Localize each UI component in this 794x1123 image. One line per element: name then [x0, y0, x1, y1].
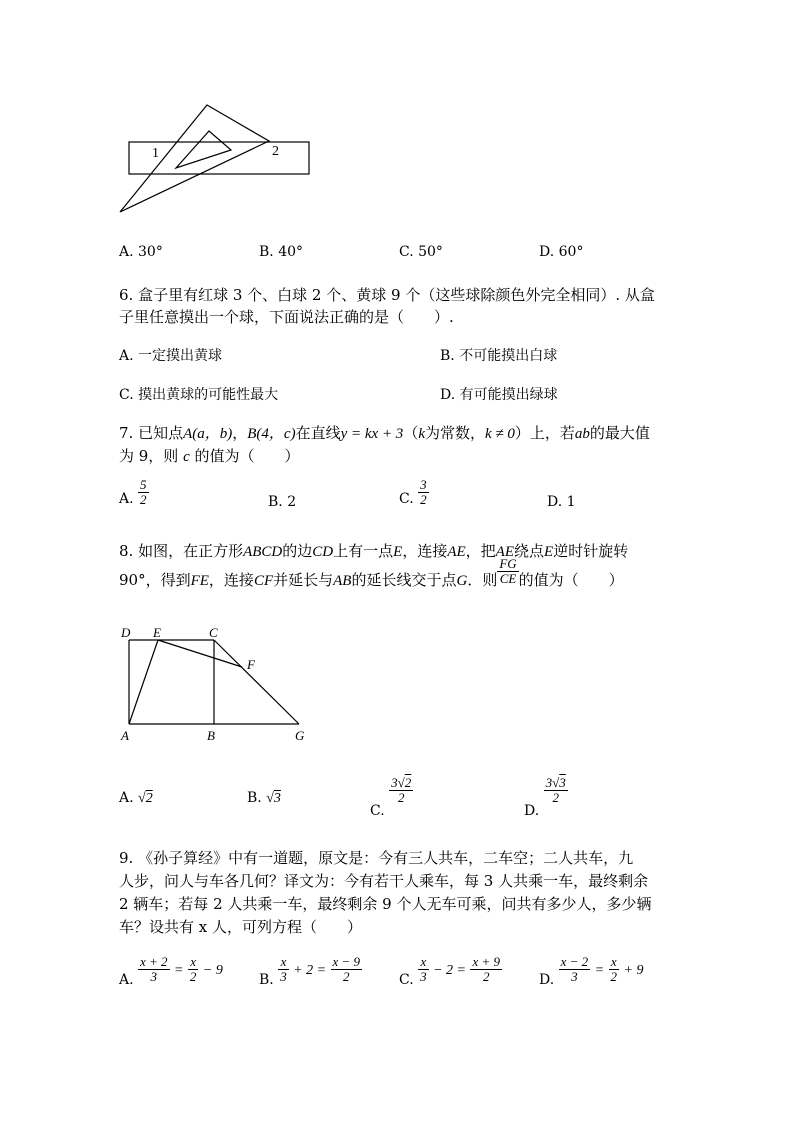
point-e-label: E	[153, 625, 161, 640]
q7-option-c: C. $\frac{3}{2}$	[399, 477, 427, 508]
q6-line-2: 子里任意摸出一个球，下面说法正确的是（ ）.	[119, 308, 454, 326]
q8-option-b: B. √3	[247, 790, 281, 806]
square-figure	[115, 622, 315, 747]
q6-option-a: A. 一定摸出黄球	[119, 348, 223, 364]
angle-1-label: 1	[152, 146, 159, 161]
point-a-label: A	[121, 728, 129, 743]
point-g-label: G	[295, 728, 305, 743]
point-f-label: F	[247, 657, 255, 672]
ruler-triangle-figure	[110, 95, 330, 220]
q5-option-c: C. 50°	[399, 244, 443, 260]
q8-option-a: A. √2	[119, 790, 153, 806]
q9-option-b: B. $\frac{x}{3}$ + 2 = $\frac{x - 9}{2}$	[259, 954, 361, 988]
q5-option-d: D. 60°	[539, 244, 584, 260]
q8-option-c: C. $\frac{3√2}{2}$	[370, 775, 412, 819]
q9-option-c: C. $\frac{x}{3}$ − 2 = $\frac{x + 9}{2}$	[399, 954, 500, 988]
q9-option-d: D. $\frac{x - 2}{3}$ = $\frac{x}{2}$ + 9	[539, 954, 644, 988]
q7-option-d: D. 1	[547, 494, 576, 510]
point-b-label: B	[207, 728, 215, 743]
q7-option-b: B. 2	[268, 494, 297, 510]
q7-line-2: 为 9，则 c 的值为（ ）	[119, 447, 300, 465]
q9-line-1: 9. 《孙子算经》中有一道题，原文是：今有三人共车，二车空；二人共车，九	[119, 849, 634, 867]
q9-line-3: 2 辆车；若每 2 人共乘一车，最终剩余 9 个人无车可乘，问共有多少人，多少辆	[119, 895, 652, 913]
q8-line-1: 8. 如图，在正方形ABCD的边CD上有一点E，连接AE，把AE绕点E逆时针旋转	[119, 542, 629, 560]
q7-option-a: A. $\frac{5}{2}$	[119, 477, 147, 508]
angle-2-label: 2	[272, 144, 279, 159]
q9-option-a: A. $\frac{x + 2}{3}$ = $\frac{x}{2}$ − 9	[119, 954, 223, 988]
q6-option-b: B. 不可能摸出白球	[440, 348, 558, 364]
q8-option-d: D. $\frac{3√3}{2}$	[524, 775, 566, 819]
point-d-label: D	[121, 625, 131, 640]
q7-line-1: 7. 已知点A(a，b)，B(4，c)在直线y = kx + 3（k为常数，k ≠ 0）上，若ab的最大值	[119, 424, 650, 442]
q9-line-2: 人步，问人与车各几何？译文为：今有若干人乘车，每 3 人共乘一车，最终剩余	[119, 872, 649, 890]
q5-option-b: B. 40°	[259, 244, 304, 260]
q8-line-2: 90°，得到FE，连接CF并延长与AB的延长线交于点G．则 $\frac{FG}{CE}$ 的值为（ ）	[119, 556, 624, 589]
q9-line-4: 车？设共有 x 人，可列方程（ ）	[119, 918, 362, 936]
q5-option-a: A. 30°	[119, 244, 163, 260]
q6-option-d: D. 有可能摸出绿球	[440, 387, 558, 403]
q6-option-c: C. 摸出黄球的可能性最大	[119, 387, 279, 403]
q6-line-1: 6. 盒子里有红球 3 个、白球 2 个、黄球 9 个（这些球除颜色外完全相同）. 从盒	[119, 286, 655, 304]
point-c-label: C	[209, 625, 218, 640]
